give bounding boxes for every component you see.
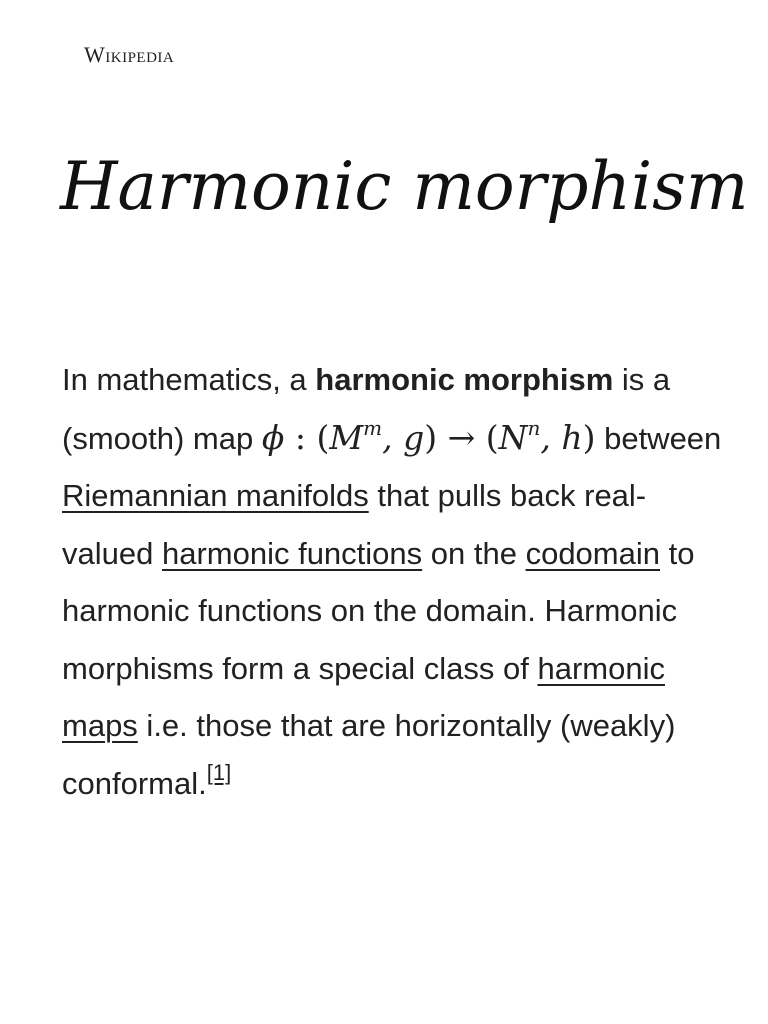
- intro-text: to harmonic functions on the domain. Harmonic morphisms form a special class of: [62, 535, 695, 686]
- intro-text: In mathematics, a: [62, 362, 316, 397]
- math-symbol: , g: [382, 417, 425, 457]
- page-title: Harmonic morphism: [60, 148, 749, 225]
- math-symbol: m: [363, 415, 383, 440]
- reference-marker: [207, 760, 231, 785]
- link-harmonic-functions[interactable]: harmonic functions: [161, 535, 423, 571]
- math-symbol: n: [527, 415, 541, 440]
- math-symbol: ): [582, 417, 596, 457]
- math-symbol: , h: [540, 417, 583, 457]
- link-riemannian-manifolds[interactable]: Riemannian manifolds: [62, 478, 369, 513]
- math-symbol: M: [329, 417, 364, 457]
- intro-text: is a (smooth) map: [62, 362, 671, 456]
- bold-term: harmonic morphism: [315, 362, 614, 397]
- intro-text: between: [595, 420, 722, 456]
- math-symbol: ) → (: [424, 417, 499, 457]
- intro-text: that pulls back real-valued: [62, 478, 647, 571]
- wikipedia-wordmark[interactable]: Wikipedia: [84, 42, 175, 67]
- intro-text: i.e. those that are horizontally (weakly) conformal.: [62, 708, 676, 801]
- intro-text: on the: [422, 535, 526, 571]
- math-symbol: ϕ: [261, 417, 285, 457]
- link-harmonic-maps[interactable]: harmonic maps: [62, 650, 665, 743]
- math-symbol: : (: [284, 417, 330, 457]
- reference-link-1[interactable]: [1]: [206, 759, 232, 785]
- intro-paragraph: [62, 351, 722, 812]
- math-symbol: N: [498, 417, 528, 457]
- link-codomain[interactable]: codomain: [525, 535, 660, 571]
- math-formula: [261, 415, 596, 457]
